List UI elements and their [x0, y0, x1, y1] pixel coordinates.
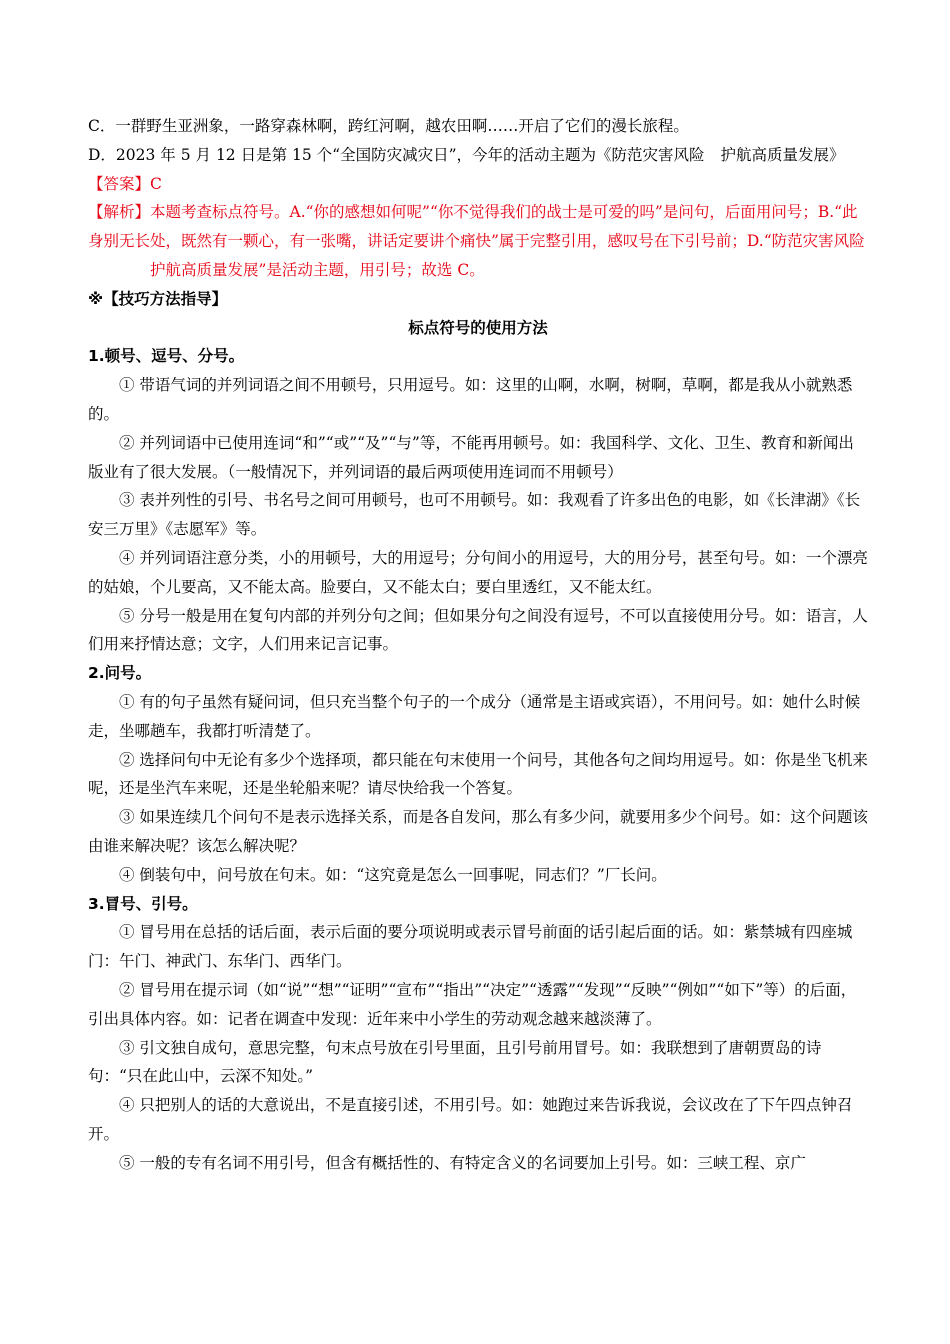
analysis-part2: 护航高质量发展”是活动主题，用引号；故选 C。	[150, 260, 485, 279]
guide-heading: ※【技巧方法指导】	[88, 289, 228, 308]
list-item: ⑤ 一般的专有名词不用引号，但含有概括性的、有特定含义的名词要加上引号。如：三峡工程、京广	[119, 1153, 806, 1172]
section-heading-2: 2.问号。	[88, 664, 152, 683]
list-item: ① 有的句子虽然有疑问词，但只充当整个句子的一个成分（通常是主语或宾语），不用问号。如：她什么时候走，坐哪趟车，我都打听清楚了。	[88, 692, 861, 740]
list-item: ⑤ 分号一般是用在复句内部的并列分句之间；但如果分句之间没有逗号，不可以直接使用分号。如：语言，人们用来抒情达意；文字，人们用来记言记事。	[88, 606, 868, 654]
list-item: ④ 只把别人的话的大意说出，不是直接引述，不用引号。如：她跑过来告诉我说，会议改在了下午四点钟召开。	[88, 1096, 853, 1143]
list-item: ② 并列词语中已使用连词“和”“或”“及”“与”等，不能再用顿号。如：我国科学、文化、卫生、教育和新闻出版业有了很大发展。（一般情况下，并列词语的最后两项使用连词而不用顿号）	[88, 433, 854, 481]
list-item: ③ 表并列性的引号、书名号之间可用顿号，也可不用顿号。如：我观看了许多出色的电影，如《长津湖》《长安三万里》《志愿军》等。	[88, 491, 861, 539]
analysis-paragraph	[88, 198, 868, 284]
option-d	[88, 141, 868, 170]
list-item: ④ 并列词语注意分类，小的用顿号，大的用逗号；分句间小的用逗号，大的用分号，甚至句号。如：一个漂亮的姑娘，个儿要高，又不能太高。脸要白，又不能太白；要白里透红，又不能太红。	[88, 548, 868, 596]
section-heading-1: 1.顿号、逗号、分号。	[88, 347, 245, 366]
list-item: ② 选择问句中无论有多少个选择项，都只能在句末使用一个问号，其他各句之间均用逗号。如：你是坐飞机来呢，还是坐汽车来呢，还是坐轮船来呢？请尽快给我一个答复。	[88, 750, 868, 798]
list-item: ④ 倒装句中，问号放在句末。如：“这究竟是怎么一回事呢，同志们？”厂长问。	[119, 865, 667, 884]
section-title: 标点符号的使用方法	[408, 318, 548, 337]
list-item: ③ 引文独自成句，意思完整，句末点号放在引号里面，且引号前用冒号。如：我联想到了唐朝贾岛的诗句：“只在此山中，云深不知处。”	[88, 1038, 822, 1086]
list-item: ① 冒号用在总括的话后面，表示后面的要分项说明或表示冒号前面的话引起后面的话。如：紫禁城有四座城门：午门、神武门、东华门、西华门。	[88, 923, 853, 971]
list-item: ① 带语气词的并列词语之间不用顿号，只用逗号。如：这里的山啊，水啊，树啊，草啊，都是我从小就熟悉的。	[88, 376, 853, 423]
list-item: ③ 如果连续几个问句不是表示选择关系，而是各自发问，那么有多少问，就要用多少个问号。如：这个问题该由谁来解决呢？该怎么解决呢？	[88, 808, 868, 855]
option-d-part2: 护航高质量发展》	[720, 145, 845, 164]
option-d-part1: D．2023 年 5 月 12 日是第 15 个“全国防灾减灾日”，今年的活动主题为《防范灾害风险	[88, 145, 705, 164]
answer-line: 【答案】C	[88, 174, 162, 193]
section-heading-3: 3.冒号、引号。	[88, 894, 198, 913]
option-c: C．一群野生亚洲象，一路穿森林啊，跨红河啊，越农田啊……开启了它们的漫长旅程。	[88, 117, 689, 135]
list-item: ② 冒号用在提示词（如“说”“想”“证明”“宣布”“指出”“决定”“透露”“发现”“反映”“例如”“如下”等）的后面，引出具体内容。如：记者在调查中发现：近年来中小学生的劳动观念越来越淡薄了。	[88, 980, 857, 1028]
document-page	[88, 112, 868, 1177]
analysis-part1: 【解析】本题考查标点符号。A.“你的感想如何呢”“你不觉得我们的战士是可爱的吗”是问句，后面用问号；B.“此身别无长处，既然有一颗心，有一张嘴，讲话定要讲个痛快”属于完整引用，感叹号在下引号前；D.“防范灾害风险	[88, 203, 865, 251]
